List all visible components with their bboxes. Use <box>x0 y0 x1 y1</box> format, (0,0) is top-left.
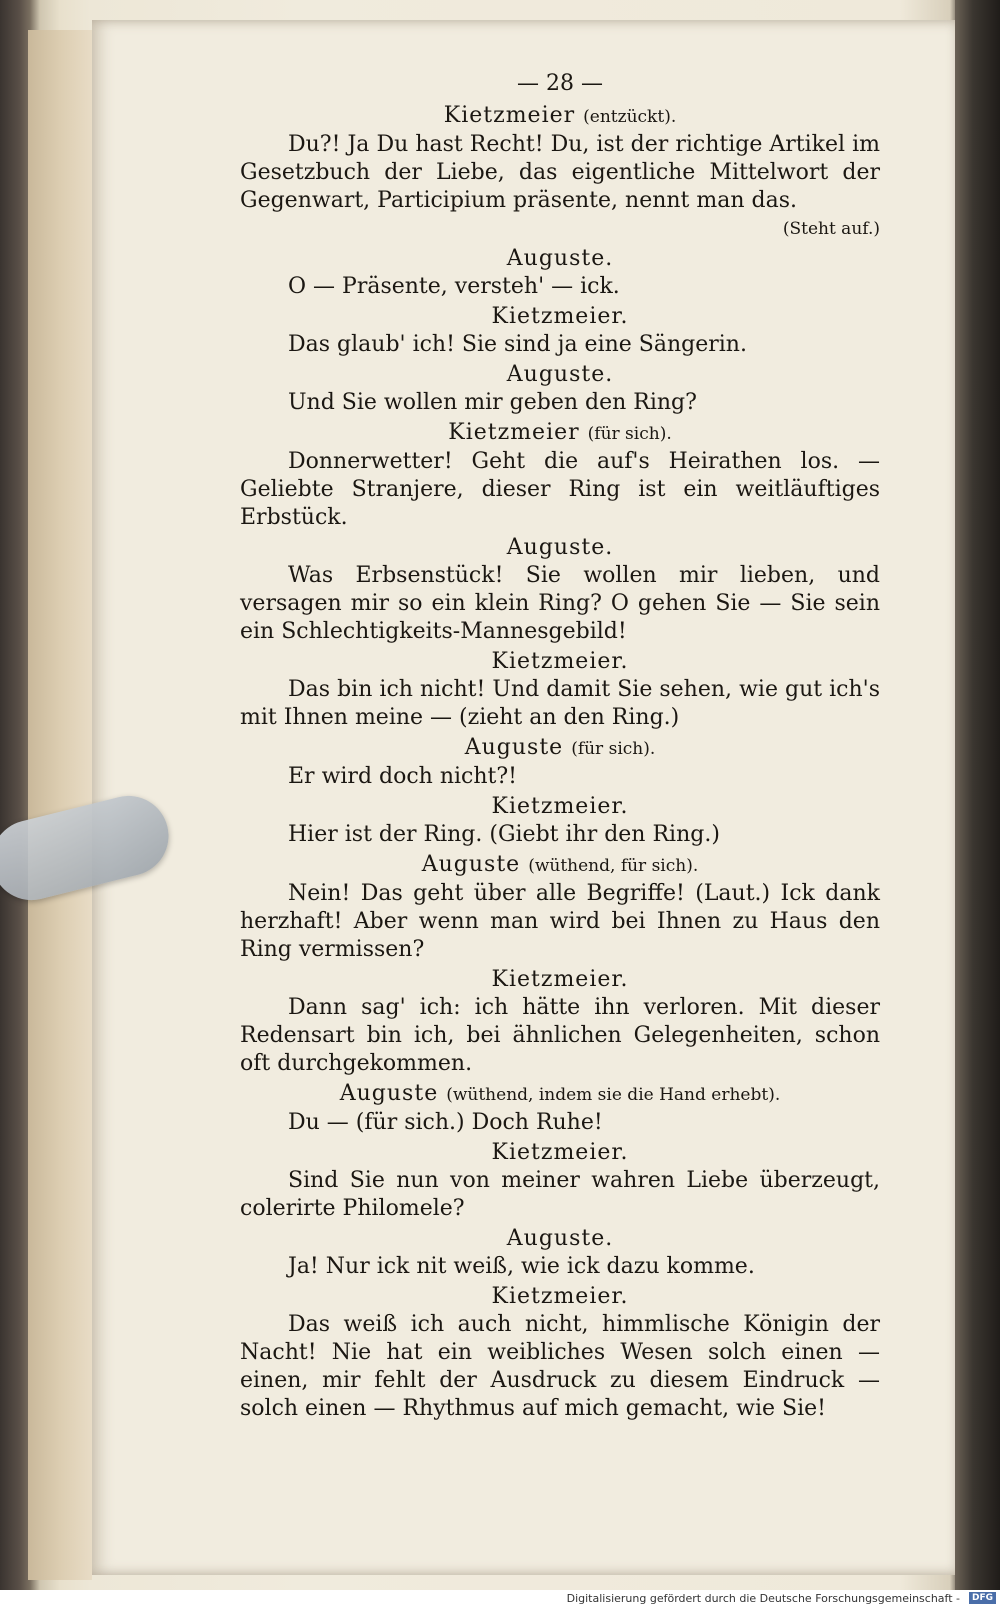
speech-line: Du — (für sich.) Doch Ruhe! <box>288 1110 603 1135</box>
stage-direction: (Steht auf.) <box>782 219 880 239</box>
speaker-name <box>240 419 880 448</box>
speaker-name <box>240 793 880 821</box>
speaker-name <box>240 1225 880 1253</box>
book-edge-right <box>955 0 1000 1611</box>
stage-direction: (wüthend, indem sie die Hand erhebt). <box>446 1085 781 1105</box>
speaker-name <box>240 534 880 562</box>
speech-line: Hier ist der Ring. (Giebt ihr den Ring.) <box>288 822 720 847</box>
speech-line: Nein! Das geht über alle Begriffe! (Laut.) Ick dank herzhaft! Aber wenn man wird bei Ihnen zu Haus den Ring vermissen? <box>240 881 880 962</box>
page-text <box>240 70 880 1423</box>
speech-line: Du?! Ja Du hast Recht! Du, ist der richtige Artikel im Gesetzbuch der Liebe, das eigentliche Mittelwort der Gegenwart, Participium präsente, nennt man das. <box>240 132 880 213</box>
stage-direction: (für sich). <box>587 424 672 444</box>
speaker-name <box>240 245 880 273</box>
stage-direction: (für sich). <box>571 739 656 759</box>
speech-line: Er wird doch nicht?! <box>288 764 518 789</box>
speech-line: Donnerwetter! Geht die auf's Heirathen los. — Geliebte Stranjere, dieser Ring ist ein weitläuftiges Erbstück. <box>240 449 880 530</box>
speaker-name <box>240 1080 880 1109</box>
speech-line: Das bin ich nicht! Und damit Sie sehen, wie gut ich's mit Ihnen meine — (zieht an den Ring.) <box>240 677 880 730</box>
speaker-label: Auguste. <box>506 362 614 387</box>
speaker-name <box>240 966 880 994</box>
speaker-label: Auguste. <box>506 1226 614 1251</box>
speaker-label: Kietzmeier. <box>491 1284 629 1309</box>
speaker-label: Kietzmeier. <box>491 1140 629 1165</box>
speaker-label: Kietzmeier <box>448 420 580 445</box>
speech-line: Und Sie wollen mir geben den Ring? <box>288 390 697 415</box>
page-number: — 28 — <box>517 71 603 96</box>
speaker-label: Kietzmeier <box>443 103 576 128</box>
dfg-logo: DFG <box>969 1592 996 1604</box>
speech-line: Das weiß ich auch nicht, himmlische Königin der Nacht! Nie hat ein weibliches Wesen solch einen — einen, mir fehlt der Ausdruck zu diesem Eindruck — solch einen — Rhythmus auf mich gemacht, wie Sie! <box>240 1312 880 1421</box>
speaker-label: Auguste <box>464 735 564 760</box>
speaker-label: Auguste. <box>506 246 614 271</box>
speaker-name <box>240 648 880 676</box>
speaker-label: Auguste <box>421 852 521 877</box>
speaker-name <box>240 851 880 880</box>
speaker-label: Kietzmeier. <box>491 649 629 674</box>
speech-line: Ja! Nur ick nit weiß, wie ick dazu komme. <box>288 1254 755 1279</box>
speaker-label: Kietzmeier. <box>491 304 629 329</box>
speech-line: Dann sag' ich: ich hätte ihn verloren. Mit dieser Redensart bin ich, bei ähnlichen Gelegenheiten, schon oft durchgekommen. <box>240 995 880 1076</box>
stage-direction: (wüthend, für sich). <box>528 856 699 876</box>
speaker-label: Kietzmeier. <box>491 967 629 992</box>
stage-direction: (entzückt). <box>583 107 677 127</box>
speaker-name <box>240 1283 880 1311</box>
dialogue <box>240 102 880 1423</box>
speaker-name <box>240 734 880 763</box>
speaker-label: Kietzmeier. <box>491 794 629 819</box>
speech-line: Sind Sie nun von meiner wahren Liebe überzeugt, colerirte Philomele? <box>240 1168 880 1221</box>
speaker-name <box>240 361 880 389</box>
speech-line: Was Erbsenstück! Sie wollen mir lieben, und versagen mir so ein klein Ring? O gehen Sie — Sie sein ein Schlechtigkeits-Mannesgebild! <box>240 563 880 644</box>
speaker-name <box>240 1139 880 1167</box>
speech-line: Das glaub' ich! Sie sind ja eine Sängerin. <box>288 332 747 357</box>
speaker-label: Auguste <box>339 1081 439 1106</box>
speaker-name <box>240 303 880 331</box>
speaker-label: Auguste. <box>506 535 614 560</box>
digitization-credit: Digitalisierung gefördert durch die Deutsche Forschungsgemeinschaft - <box>566 1592 960 1605</box>
speech-line: O — Präsente, versteh' — ick. <box>288 274 620 299</box>
speaker-name <box>240 102 880 131</box>
